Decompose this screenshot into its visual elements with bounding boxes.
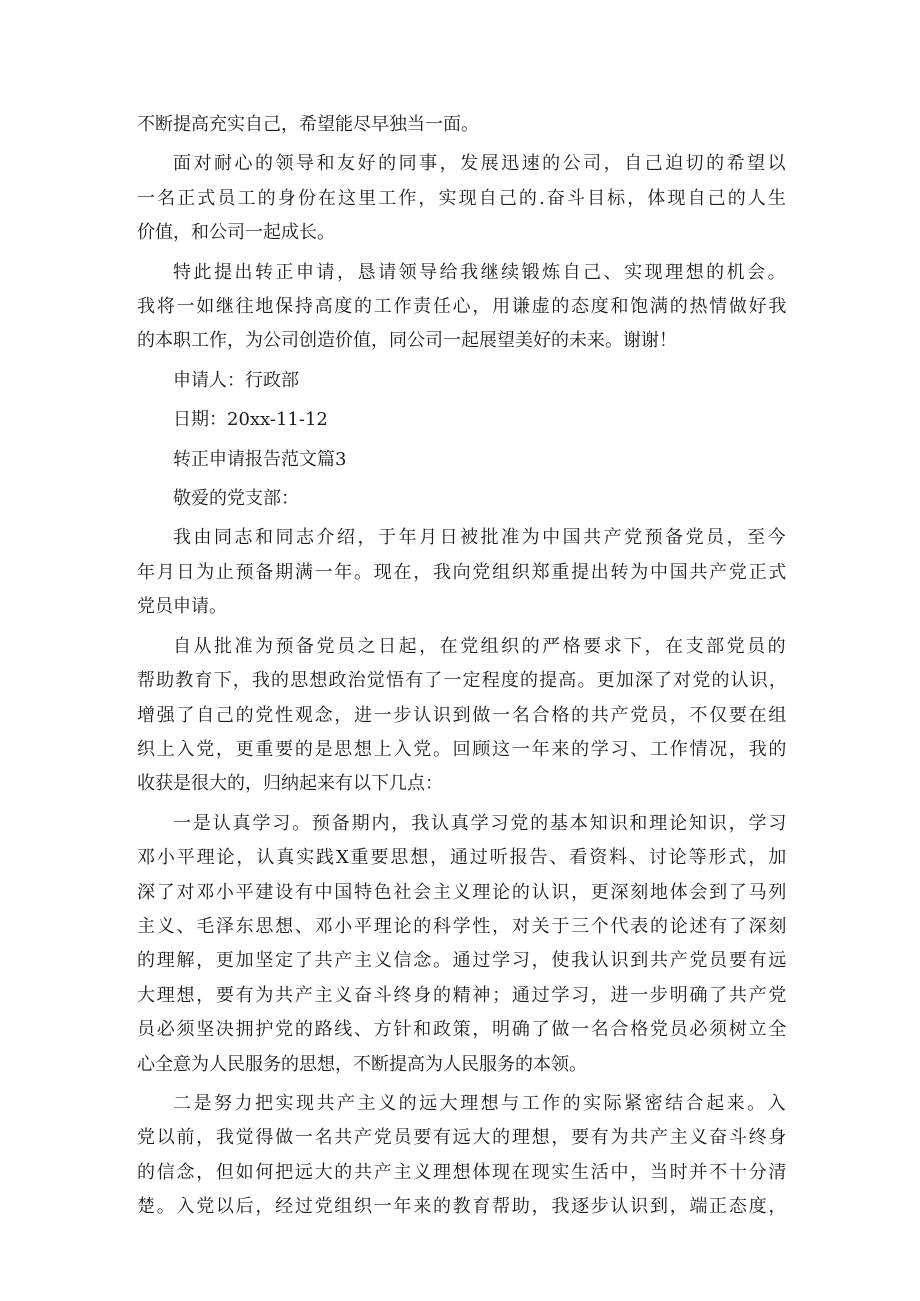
- text-line: 我将一如继往地保持高度的工作责任心，用谦虚的态度和饱满的热情做好我: [137, 296, 787, 318]
- text-line: 的本职工作，为公司创造价值，同公司一起展望美好的未来。谢谢！: [137, 330, 677, 352]
- paragraph-2: [137, 147, 787, 250]
- text-line: 心全意为人民服务的思想，不断提高为人民服务的本领。: [137, 1053, 587, 1075]
- text-line: 增强了自己的党性观念，进一步认识到做一名合格的共产党员，不仅要在组: [137, 704, 787, 726]
- text-line: 敬爱的党支部：: [173, 488, 299, 510]
- text-line: 二是努力把实现共产主义的远大理想与工作的实际紧密结合起来。入: [173, 1092, 787, 1114]
- text-line: 年月日为止预备期满一年。现在，我向党组织郑重提出转为中国共产党正式: [137, 561, 787, 583]
- text-line: 申请人：行政部: [173, 369, 299, 391]
- text-line: 的理解，更加坚定了共产主义信念。通过学习，使我认识到共产党员要有远: [137, 950, 787, 972]
- paragraph-8: [137, 521, 787, 624]
- text-line: 价值，和公司一起成长。: [137, 222, 335, 244]
- text-line: 的信念，但如何把远大的共产主义理想体现在现实生活中，当时并不十分清: [137, 1161, 787, 1183]
- text-line: 收获是很大的，归纳起来有以下几点：: [137, 773, 443, 795]
- text-line: 自从批准为预备党员之日起，在党组织的严格要求下，在支部党员的: [173, 635, 787, 657]
- date-line: [137, 403, 787, 437]
- document-body: [137, 108, 787, 1225]
- paragraph-10: [137, 807, 787, 1082]
- text-line: 我由同志和同志介绍，于年月日被批准为中国共产党预备党员，至今: [173, 527, 787, 549]
- section-title: [137, 443, 787, 477]
- text-line: 员必须坚决拥护党的路线、方针和政策，明确了做一名合格党员必须树立全: [137, 1019, 787, 1041]
- text-line: 面对耐心的领导和友好的同事，发展迅速的公司，自己迫切的希望以: [173, 153, 787, 175]
- salutation: [137, 482, 787, 516]
- text-line: 邓小平理论，认真实践X重要思想，通过听报告、看资料、讨论等形式，加: [137, 847, 787, 869]
- text-line: 不断提高充实自己，希望能尽早独当一面。: [137, 114, 479, 135]
- text-line: 特此提出转正申请，恳请领导给我继续锻炼自己、实现理想的机会。: [173, 261, 787, 283]
- text-line: 一名正式员工的身份在这里工作，实现自己的.奋斗目标，体现自己的人生: [137, 187, 787, 209]
- paragraph-9: [137, 630, 787, 802]
- text-line: 楚。入党以后，经过党组织一年来的教育帮助，我逐步认识到，端正态度，: [137, 1196, 787, 1218]
- text-line: 党以前，我觉得做一名共产党员要有远大的理想，要有为共产主义奋斗终身: [137, 1127, 787, 1149]
- text-line: 日期：20xx-11-12: [173, 409, 328, 431]
- paragraph-1: [137, 108, 787, 142]
- text-line: 帮助教育下，我的思想政治觉悟有了一定程度的提高。更加深了对党的认识，: [137, 670, 787, 692]
- text-line: 转正申请报告范文篇3: [173, 448, 347, 470]
- text-line: 织上入党，更重要的是思想上入党。回顾这一年来的学习、工作情况，我的: [137, 738, 787, 760]
- text-line: 一是认真学习。预备期内，我认真学习党的基本知识和理论知识，学习: [173, 812, 787, 834]
- paragraph-11: [137, 1087, 787, 1225]
- text-line: 大理想，要有为共产主义奋斗终身的精神；通过学习，进一步明确了共产党: [137, 984, 787, 1006]
- applicant-line: [137, 364, 787, 398]
- text-line: 深了对邓小平建设有中国特色社会主义理论的认识，更深刻地体会到了马列: [137, 881, 787, 903]
- text-line: 党员申请。: [137, 596, 227, 618]
- paragraph-3: [137, 256, 787, 359]
- text-line: 主义、毛泽东思想、邓小平理论的科学性，对关于三个代表的论述有了深刻: [137, 915, 787, 937]
